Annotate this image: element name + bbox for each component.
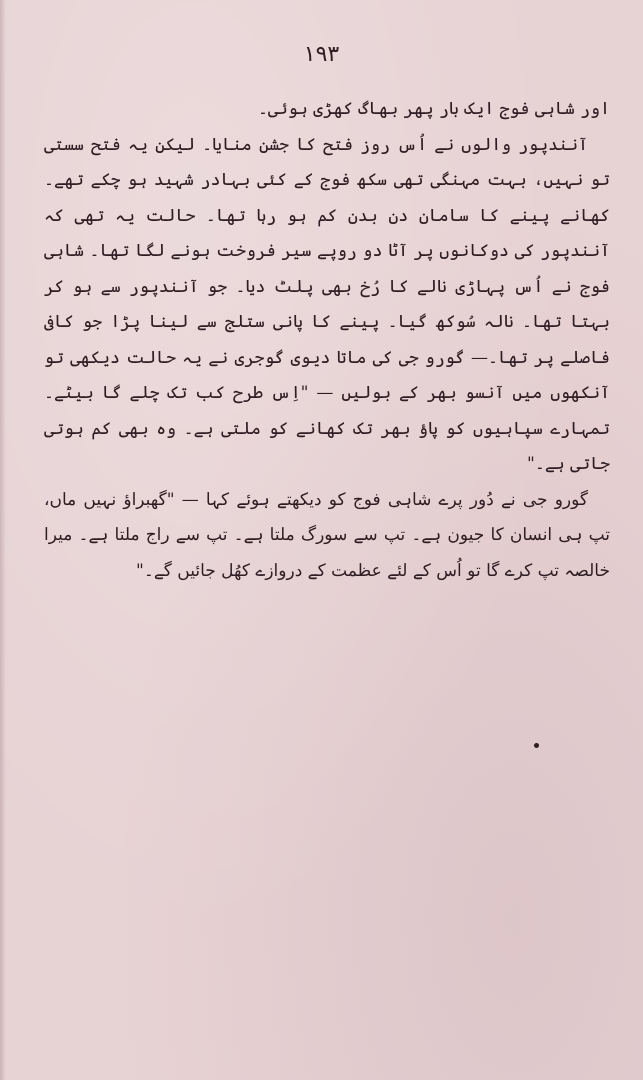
page-number: ۱۹۳ bbox=[303, 42, 340, 67]
page-body-text bbox=[44, 92, 610, 589]
paragraph: اور شاہی فوج ایک بار پھر بھاگ کھڑی ہوئی۔ bbox=[257, 99, 610, 119]
page-binding-shadow bbox=[0, 0, 6, 1080]
ink-speck bbox=[534, 743, 539, 748]
paragraph: آنندپور والوں نے اُس روز فتح کا جشن منایا۔ لیکن یہ فتح سستی تو نہیں، بہت مہنگی تھی سکھ فوج کے کئی بہادر شہید ہو چکے تھے۔ کھانے پینے کا سامان دن بدن کم ہو رہا تھا۔ حالت یہ تھی کہ آنندپور کی دوکانوں پر آٹا دو روپے سیر فروخت ہونے لگا تھا۔ شاہی فوج نے اُس پہاڑی نالے کا رُخ بھی پلٹ دیا۔ جو آنندپور سے ہو کر بہتا تھا۔ نالہ سُوکھ گیا۔ پینے کا پانی ستلج سے لینا پڑا جو کافی فاصلے پر تھا۔— گورو جی کی ماتا دیوی گوجری نے یہ حالت دیکھی تو آنکھوں میں آنسو بھر کے بولیں — "اِس طرح کب تک چلے گا بیٹے۔ تمہارے سپاہیوں کو پاؤ بھر تک کھانے کو ملتی ہے۔ وہ بھی کم ہوتی جاتی ہے۔" bbox=[44, 134, 610, 474]
paragraph: گورو جی نے دُور پرے شاہی فوج کو دیکھتے ہوئے کہا — "گھبراؤ نہیں ماں، تپ ہی انسان کا جیون ہے۔ تپ سے سورگ ملتا ہے۔ تپ سے راج ملتا ہے۔ میرا خالصہ تپ کرے گا تو اُس کے لئے عظمت کے دروازے کھُل جائیں گے۔" bbox=[44, 489, 610, 581]
